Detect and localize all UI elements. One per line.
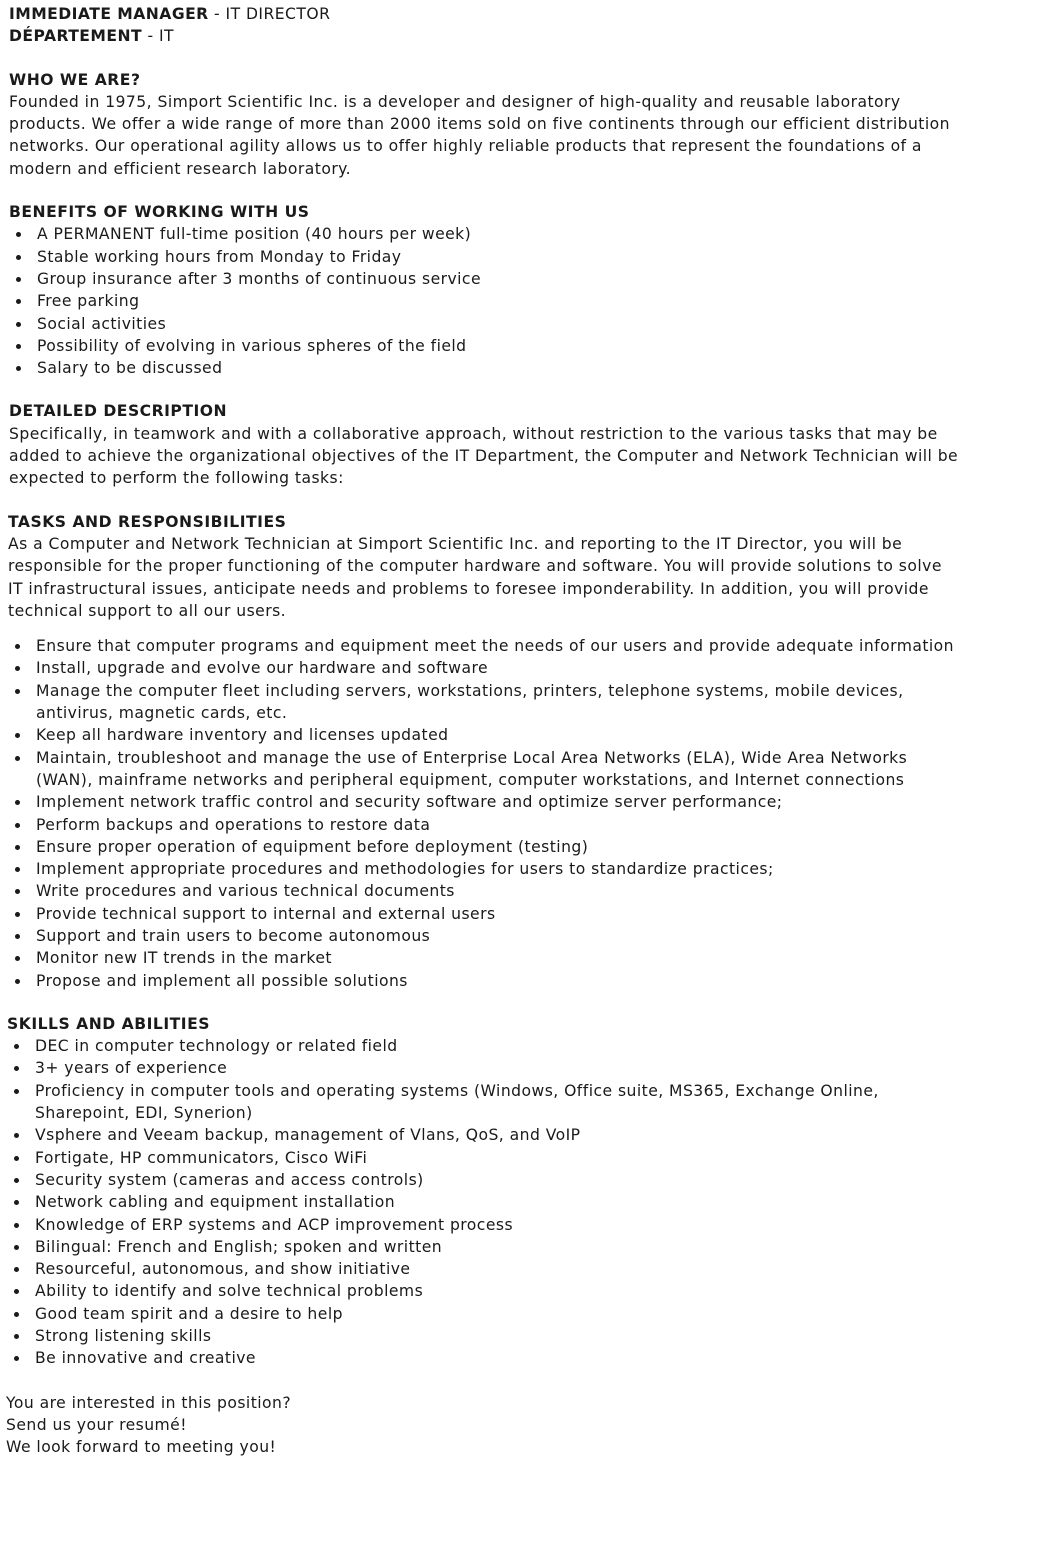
list-item: Propose and implement all possible solutions [8,970,968,992]
tasks-title: TASKS AND RESPONSIBILITIES [8,512,287,531]
department-separator: - [142,27,159,46]
detailed-description-title: DETAILED DESCRIPTION [9,402,228,421]
list-item: Ensure proper operation of equipment before deployment (testing) [8,836,968,858]
closing-line: You are interested in this position? [6,1393,292,1412]
list-item: Network cabling and equipment installation [7,1191,967,1213]
list-item: Ability to identify and solve technical problems [7,1280,967,1302]
skills-title: SKILLS AND ABILITIES [7,1014,210,1033]
list-item: Keep all hardware inventory and licenses updated [8,724,968,746]
manager-line [9,3,1037,25]
manager-separator: - [208,5,226,23]
list-item: Free parking [9,290,969,312]
list-item: Manage the computer fleet including servers, workstations, printers, telephone systems, mobile devices, antivirus, magnetic cards, etc. [8,680,968,725]
list-item: Fortigate, HP communicators, Cisco WiFi [7,1147,967,1169]
skills-list [7,1035,967,1369]
list-item: Vsphere and Veeam backup, management of Vlans, QoS, and VoIP [7,1124,967,1146]
benefits-list [9,223,969,379]
department-value: IT [158,27,174,46]
list-item: 3+ years of experience [7,1057,967,1079]
list-item: Implement appropriate procedures and methodologies for users to standardize practices; [8,858,968,880]
list-item: Monitor new IT trends in the market [8,947,968,969]
list-item: Strong listening skills [7,1325,967,1347]
list-item: Knowledge of ERP systems and ACP improvement process [7,1214,967,1236]
benefits-title: BENEFITS OF WORKING WITH US [9,203,310,222]
list-item: Security system (cameras and access controls) [7,1169,967,1191]
detailed-description-section [9,400,1037,489]
who-we-are-text: Founded in 1975, Simport Scientific Inc. is a developer and designer of high-quality and reusable laboratory products. We offer a wide range of more than 2000 items sold on five continents through our efficient distribution networks. Our operational agility allows us to offer highly reliable products that represent the foundations of a modern and efficient research laboratory. [9,92,950,178]
list-item: Salary to be discussed [9,357,969,379]
tasks-list [8,635,968,992]
list-item: Resourceful, autonomous, and show initiative [7,1258,967,1280]
list-item: Install, upgrade and evolve our hardware and software [8,657,968,679]
who-we-are-section [9,69,1037,180]
list-item: DEC in computer technology or related field [7,1035,967,1057]
list-item: Social activities [9,313,969,335]
detailed-description-text: Specifically, in teamwork and with a collaborative approach, without restriction to the various tasks that may be added to achieve the organizational objectives of the IT Department, the Computer and Network Technician will be expected to perform the following tasks: [9,424,959,488]
list-item: Write procedures and various technical documents [8,880,968,902]
list-item: Provide technical support to internal and external users [8,903,968,925]
list-item: Support and train users to become autonomous [8,925,968,947]
list-item: Proficiency in computer tools and operating systems (Windows, Office suite, MS365, Exchange Online, Sharepoint, EDI, Synerion) [7,1080,967,1125]
department-line [9,25,1037,47]
list-item: Bilingual: French and English; spoken and written [7,1236,967,1258]
list-item: Maintain, troubleshoot and manage the use of Enterprise Local Area Networks (ELA), Wide Area Networks (WAN), mainframe networks and peripheral equipment, computer workstations, and Internet connections [8,747,968,792]
list-item: Be innovative and creative [7,1347,967,1369]
tasks-section [8,511,1037,992]
list-item: Implement network traffic control and security software and optimize server performance; [8,791,968,813]
list-item: Possibility of evolving in various spheres of the field [9,335,969,357]
list-item: Good team spirit and a desire to help [7,1303,967,1325]
manager-label: IMMEDIATE MANAGER [9,5,209,23]
closing-section [6,1392,1037,1459]
skills-section [7,1013,1037,1370]
manager-value: IT DIRECTOR [225,5,331,23]
who-we-are-title: WHO WE ARE? [9,70,141,89]
list-item: Ensure that computer programs and equipment meet the needs of our users and provide adequate information [8,635,968,657]
benefits-section [9,201,1037,379]
closing-line: Send us your resumé! [6,1415,187,1434]
tasks-intro: As a Computer and Network Technician at Simport Scientific Inc. and reporting to the IT Director, you will be responsible for the proper functioning of the computer hardware and software. You will provide solutions to solve IT infrastructural issues, anticipate needs and problems to foresee imponderability. In addition, you will provide technical support to all our users. [8,534,942,620]
closing-line: We look forward to meeting you! [6,1438,277,1457]
department-label: DÉPARTEMENT [9,27,143,46]
list-item: A PERMANENT full-time position (40 hours per week) [9,223,969,245]
list-item: Group insurance after 3 months of continuous service [9,268,969,290]
list-item: Stable working hours from Monday to Friday [9,246,969,268]
list-item: Perform backups and operations to restore data [8,814,968,836]
